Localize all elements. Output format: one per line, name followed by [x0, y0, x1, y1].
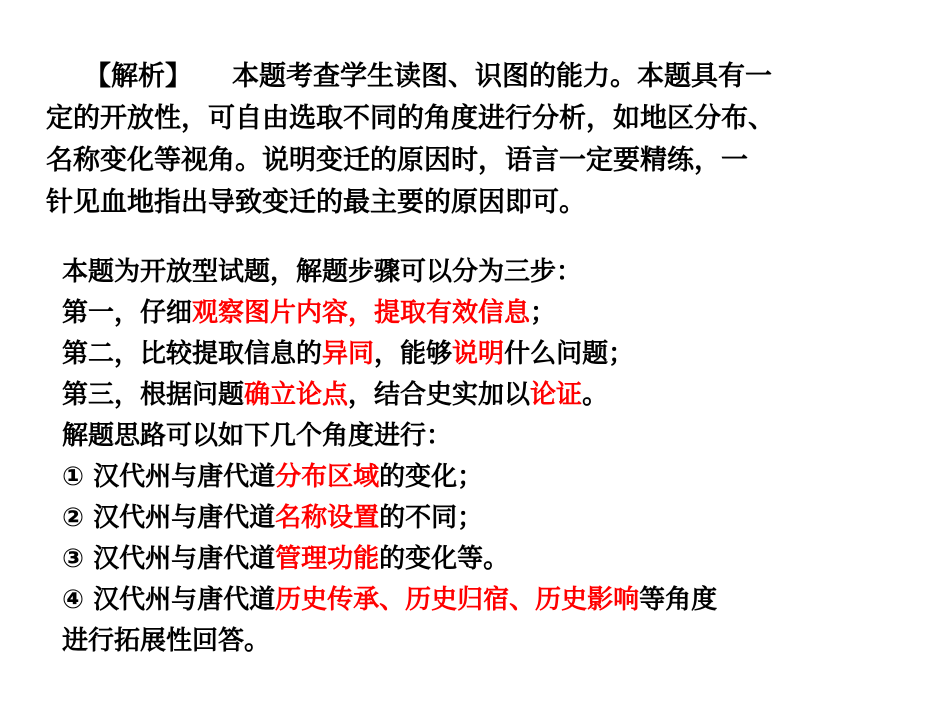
step-2-text: 第二，比较提取信息的 [62, 339, 323, 369]
idea-4-continuation: 进行拓展性回答。 [62, 626, 271, 656]
idea-3 [62, 539, 882, 580]
ideas-intro: 解题思路可以如下几个角度进行： [62, 421, 453, 451]
analysis-line-2: 定的开放性，可自由选取不同的角度进行分析，如地区分布、 [46, 103, 775, 134]
idea-1-highlight: 分布区域 [275, 462, 380, 492]
idea-1-text: ① 汉代州与唐代道 [62, 462, 276, 492]
idea-3-highlight: 管理功能 [275, 544, 380, 574]
idea-3-text: ③ 汉代州与唐代道 [62, 544, 276, 574]
idea-1-end: 的变化； [379, 462, 484, 492]
analysis-label: 【解析】 [84, 61, 192, 92]
analysis-paragraph [46, 56, 886, 224]
step-2-highlight-1: 异同 [322, 339, 375, 369]
analysis-line-1 [46, 56, 886, 98]
idea-2-text: ② 汉代州与唐代道 [62, 503, 276, 533]
step-3-text-2: ，结合史实加以 [348, 380, 531, 410]
step-2 [62, 334, 882, 375]
idea-2-highlight: 名称设置 [275, 503, 380, 533]
idea-4-end: 等角度 [639, 585, 718, 615]
step-1-text: 第一，仔细 [62, 298, 193, 328]
idea-3-end: 的变化等。 [379, 544, 510, 574]
step-3 [62, 375, 882, 416]
idea-4 [62, 580, 882, 621]
idea-4-text: ④ 汉代州与唐代道 [62, 585, 276, 615]
step-1-highlight: 观察图片内容，提取有效信息 [192, 298, 531, 328]
step-2-end: 什么问题； [504, 339, 635, 369]
step-3-end: 。 [582, 380, 609, 410]
step-1 [62, 293, 882, 334]
analysis-line-3: 名称变化等视角。说明变迁的原因时，语言一定要精练，一 [46, 145, 748, 176]
analysis-text-1: 本题考查学生读图、识图的能力。本题具有一 [232, 61, 772, 92]
step-3-text: 第三，根据问题 [62, 380, 245, 410]
solution-steps [62, 252, 882, 662]
steps-intro: 本题为开放型试题，解题步骤可以分为三步： [62, 257, 583, 287]
step-3-highlight-2: 论证 [530, 380, 583, 410]
analysis-line-4: 针见血地指出导致变迁的最主要的原因即可。 [46, 187, 586, 218]
step-3-highlight-1: 确立论点 [244, 380, 349, 410]
step-1-end: ； [530, 298, 557, 328]
idea-1 [62, 457, 882, 498]
idea-2-end: 的不同； [379, 503, 484, 533]
idea-4-highlight: 历史传承、历史归宿、历史影响 [275, 585, 640, 615]
step-2-text-2: ，能够 [374, 339, 453, 369]
idea-2 [62, 498, 882, 539]
step-2-highlight-2: 说明 [452, 339, 505, 369]
